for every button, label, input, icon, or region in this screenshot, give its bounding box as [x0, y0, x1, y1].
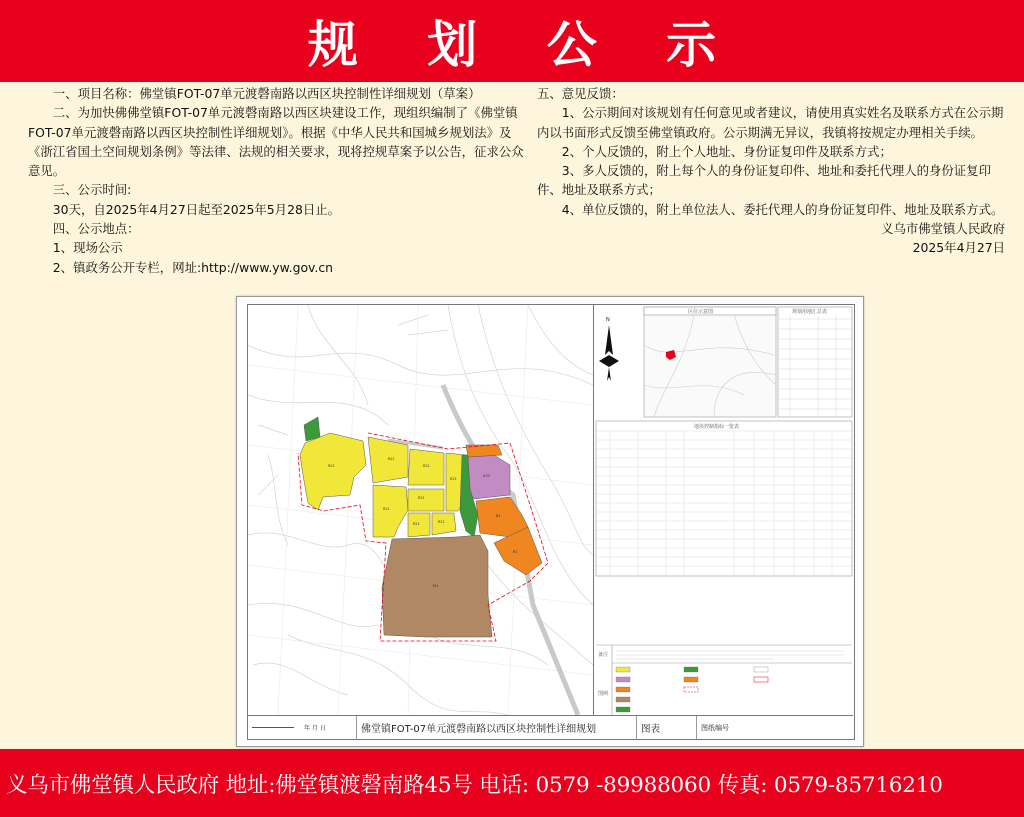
svg-text:R21: R21	[383, 507, 390, 511]
signature-date: 2025年4月27日	[912, 240, 1005, 256]
svg-text:R21: R21	[450, 477, 457, 481]
land-use-map	[248, 305, 593, 715]
plan-sheet-number: 图纸编号	[696, 716, 853, 739]
feedback-item-4: 4、单位反馈的，附上单位法人、委托代理人的身份证复印件、地址及联系方式。	[561, 201, 1004, 217]
purpose-paragraph: 二、为加快佛佛堂镇FOT-07单元渡磬南路以西区块建设工作，现组织编制了《佛堂镇FOT-07单元渡磬南路以西区块控制性详细规划》。根据《中华人民共和国城乡规划法》及《浙江省国土空间规划条例》等法律、法规的相关要求，现将控规草案予以公告，征求公众意见。	[28, 105, 524, 179]
plan-title: 佛堂镇FOT-07单元渡磬南路以西区块控制性详细规划	[356, 716, 636, 739]
footer-contact: 义乌市佛堂镇人民政府 地址:佛堂镇渡磬南路45号 电话: 0579 -89988060 传真: 0579-85716210	[6, 772, 943, 798]
north-arrow-icon	[599, 317, 619, 381]
location-map-label: 区位示意图	[688, 309, 714, 315]
svg-text:R21: R21	[328, 464, 335, 468]
location-item-2: 2、镇政务公开专栏，网址:http://www.yw.gov.cn	[52, 259, 333, 275]
signature: 义乌市佛堂镇人民政府	[881, 221, 1005, 237]
index-table-label: 地块控制指标一览表	[694, 424, 740, 430]
legend-label: 图例	[598, 691, 609, 697]
summary-table-label: 规划用地汇总表	[792, 309, 828, 315]
svg-text:R21: R21	[423, 464, 430, 468]
svg-text:N: N	[606, 317, 610, 323]
feedback-item-1: 1、公示期间对该规划有任何意见或者建议，请使用真实姓名及联系方式在公示期内以书面形式反馈至佛堂镇政府。公示期满无异议，我镇将按规定办理相关手续。	[537, 105, 1004, 140]
feedback-item-2: 2、个人反馈的，附上个人地址、身份证复印件及联系方式；	[561, 143, 892, 159]
svg-text:M1: M1	[433, 584, 439, 588]
plan-date-cell	[248, 716, 356, 739]
plan-title-bar	[248, 715, 853, 739]
svg-text:R21: R21	[413, 522, 420, 526]
plan-drawing	[236, 296, 864, 747]
side-panel-svg	[594, 305, 854, 715]
period-heading: 三、公示时间:	[52, 182, 132, 198]
header-banner	[0, 0, 1024, 82]
svg-text:A33: A33	[483, 474, 490, 478]
project-name-paragraph: 一、项目名称：佛堂镇FOT-07单元渡磬南路以西区块控制性详细规划（草案）	[52, 86, 481, 101]
location-item-1: 1、现场公示	[52, 240, 123, 256]
svg-text:B1: B1	[496, 514, 501, 518]
left-column	[28, 84, 525, 277]
land-use-map-svg	[248, 305, 593, 715]
footer-banner	[0, 749, 1024, 817]
location-heading: 四、公示地点：	[52, 221, 140, 237]
plan-date-label: 年 月 日	[304, 725, 326, 732]
feedback-item-3: 3、多人反馈的，附上每个人的身份证复印件、地址和委托代理人的身份证复印件、地址及联系方式；	[537, 163, 991, 198]
page-title: 规 划 公 示	[307, 15, 743, 74]
svg-text:R21: R21	[388, 457, 395, 461]
plan-side-panel	[593, 305, 854, 715]
svg-text:R21: R21	[438, 520, 445, 524]
period-text: 30天，自2025年4月27日起至2025年5月28日止。	[52, 201, 341, 217]
right-column	[537, 84, 1007, 258]
feedback-heading: 五、意见反馈：	[537, 86, 624, 101]
svg-text:R21: R21	[418, 496, 425, 500]
plan-sheet-label: 图表	[636, 716, 696, 739]
notes-label: 备注	[598, 652, 609, 658]
svg-text:B1: B1	[513, 550, 518, 554]
